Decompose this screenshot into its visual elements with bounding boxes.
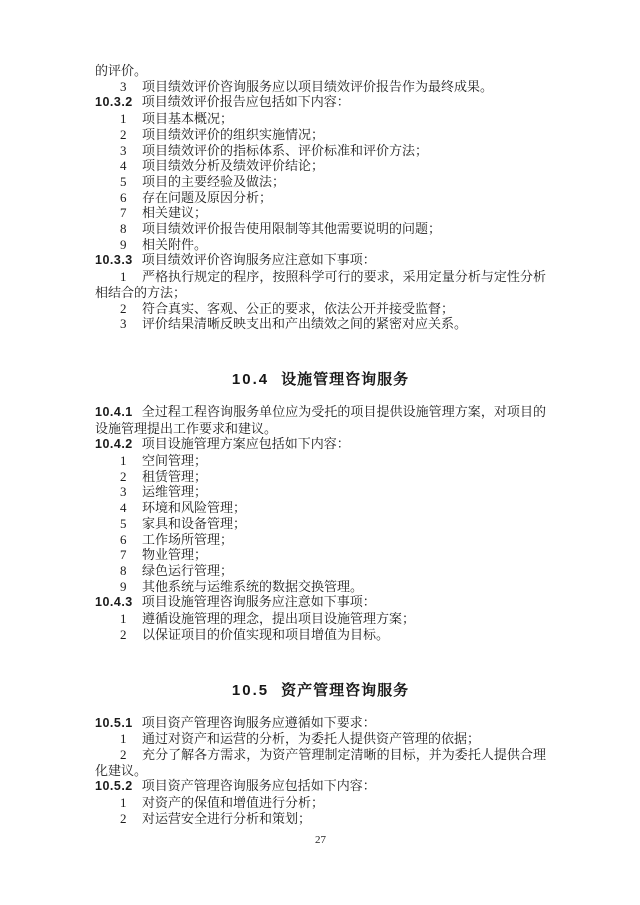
item-text: 相关附件。 bbox=[142, 236, 208, 252]
clause-text: 项目绩效评价咨询服务应注意如下事项： bbox=[141, 252, 376, 268]
list-item bbox=[95, 158, 546, 174]
item-text: 项目绩效分析及绩效评价结论； bbox=[142, 158, 325, 174]
list-item bbox=[95, 627, 546, 643]
list-item bbox=[95, 174, 546, 190]
item-number: 1 bbox=[120, 731, 127, 747]
item-text: 评价结果清晰反映支出和产出绩效之间的紧密对应关系。 bbox=[142, 316, 468, 332]
item-text: 项目绩效评价的指标体系、评价标准和评价方法； bbox=[142, 142, 429, 158]
item-number: 1 bbox=[120, 795, 127, 811]
item-text: 项目绩效评价报告使用限制等其他需要说明的问题； bbox=[142, 221, 442, 237]
item-number: 6 bbox=[120, 531, 127, 547]
item-number: 4 bbox=[120, 158, 127, 174]
clause-text: 全过程工程咨询服务单位应为受托的项目提供设施管理方案，对项目的设施管理提出工作要求和建议。 bbox=[95, 403, 546, 436]
section-title: 设施管理咨询服务 bbox=[281, 370, 410, 388]
item-number: 2 bbox=[120, 626, 127, 642]
item-text: 项目基本概况； bbox=[142, 111, 234, 127]
item-number: 2 bbox=[120, 810, 127, 826]
clause-paragraph bbox=[95, 436, 546, 453]
list-item bbox=[95, 237, 546, 253]
document-body bbox=[95, 63, 546, 826]
list-item bbox=[95, 747, 546, 778]
item-text: 租赁管理； bbox=[142, 468, 208, 484]
item-text: 环境和风险管理； bbox=[142, 500, 247, 516]
clause-number: 10.5.2 bbox=[95, 779, 133, 794]
list-item bbox=[95, 611, 546, 627]
list-item bbox=[95, 811, 546, 827]
section-title: 资产管理咨询服务 bbox=[281, 681, 410, 699]
clause-paragraph bbox=[95, 778, 546, 795]
list-item bbox=[95, 484, 546, 500]
clause-number: 10.3.3 bbox=[95, 253, 133, 268]
list-item bbox=[95, 579, 546, 595]
item-text: 家具和设备管理； bbox=[142, 515, 247, 531]
section-number: 10.5 bbox=[231, 681, 270, 699]
list-item bbox=[95, 127, 546, 143]
item-text: 遵循设施管理的理念，提出项目设施管理方案； bbox=[142, 611, 416, 627]
item-number: 5 bbox=[120, 173, 127, 189]
list-item bbox=[95, 316, 546, 332]
item-number: 6 bbox=[120, 189, 127, 205]
item-number: 1 bbox=[120, 111, 127, 127]
paragraph-continuation: 的评价。 bbox=[95, 63, 148, 78]
list-item bbox=[95, 453, 546, 469]
item-number: 2 bbox=[120, 126, 127, 142]
list-item bbox=[95, 143, 546, 159]
clause-paragraph bbox=[95, 594, 546, 611]
list-item bbox=[95, 795, 546, 811]
item-text: 严格执行规定的程序，按照科学可行的要求，采用定量分析与定性分析相结合的方法； bbox=[95, 269, 546, 300]
item-number: 2 bbox=[120, 468, 127, 484]
list-item bbox=[95, 563, 546, 579]
list-item bbox=[95, 190, 546, 206]
clause-number: 10.4.3 bbox=[95, 595, 133, 610]
item-number: 3 bbox=[120, 78, 127, 94]
clause-number: 10.5.1 bbox=[95, 715, 133, 730]
list-item bbox=[95, 221, 546, 237]
section-heading bbox=[95, 369, 546, 391]
item-number: 9 bbox=[120, 578, 127, 594]
clause-paragraph bbox=[95, 715, 546, 732]
clause-number: 10.4.2 bbox=[95, 437, 133, 452]
item-number: 7 bbox=[120, 205, 127, 221]
item-text: 项目的主要经验及做法； bbox=[142, 173, 286, 189]
item-text: 物业管理； bbox=[142, 547, 208, 563]
item-number: 1 bbox=[120, 611, 127, 627]
clause-number: 10.4.1 bbox=[95, 404, 133, 419]
section-heading bbox=[95, 680, 546, 702]
item-text: 存在问题及原因分析； bbox=[142, 189, 273, 205]
list-item bbox=[95, 532, 546, 548]
clause-number: 10.3.2 bbox=[95, 95, 133, 110]
item-number: 9 bbox=[120, 236, 127, 252]
item-text: 项目绩效评价的组织实施情况； bbox=[142, 126, 325, 142]
clause-paragraph bbox=[95, 94, 546, 111]
item-text: 充分了解各方需求，为资产管理制定清晰的目标，并为委托人提供合理化建议。 bbox=[95, 746, 546, 778]
item-text: 对运营安全进行分析和策划； bbox=[142, 810, 312, 826]
item-text: 符合真实、客观、公正的要求，依法公开并接受监督； bbox=[142, 300, 455, 316]
clause-paragraph bbox=[95, 404, 546, 436]
item-number: 8 bbox=[120, 562, 127, 578]
list-item bbox=[95, 516, 546, 532]
item-number: 1 bbox=[120, 453, 127, 469]
clause-text: 项目资产管理咨询服务应遵循如下要求： bbox=[141, 714, 376, 730]
item-number: 3 bbox=[120, 142, 127, 158]
list-item bbox=[95, 731, 546, 747]
item-number: 8 bbox=[120, 221, 127, 237]
list-item bbox=[95, 111, 546, 127]
item-text: 绿色运行管理； bbox=[142, 562, 234, 578]
list-item bbox=[95, 79, 546, 95]
item-number: 7 bbox=[120, 547, 127, 563]
item-text: 以保证项目的价值实现和项目增值为目标。 bbox=[142, 626, 390, 642]
item-number: 1 bbox=[120, 269, 127, 285]
list-item bbox=[95, 469, 546, 485]
clause-text: 项目资产管理咨询服务应包括如下内容： bbox=[141, 778, 376, 794]
item-number: 2 bbox=[120, 746, 127, 762]
item-text: 工作场所管理； bbox=[142, 531, 234, 547]
item-text: 对资产的保值和增值进行分析； bbox=[142, 795, 325, 811]
item-text: 项目绩效评价咨询服务应以项目绩效评价报告作为最终成果。 bbox=[142, 78, 494, 94]
list-item bbox=[95, 269, 546, 300]
item-number: 5 bbox=[120, 515, 127, 531]
clause-paragraph bbox=[95, 252, 546, 269]
item-text: 其他系统与运维系统的数据交换管理。 bbox=[142, 578, 364, 594]
clause-text: 项目设施管理方案应包括如下内容： bbox=[141, 436, 350, 452]
item-number: 4 bbox=[120, 500, 127, 516]
item-text: 通过对资产和运营的分析，为委托人提供资产管理的依据； bbox=[142, 731, 481, 747]
section-number: 10.4 bbox=[231, 370, 270, 388]
clause-text: 项目设施管理咨询服务应注意如下事项： bbox=[141, 594, 376, 610]
clause-text: 项目绩效评价报告应包括如下内容： bbox=[141, 94, 350, 110]
item-number: 2 bbox=[120, 300, 127, 316]
item-text: 空间管理； bbox=[142, 453, 208, 469]
page-number: 27 bbox=[315, 834, 326, 847]
item-text: 运维管理； bbox=[142, 484, 208, 500]
item-text: 相关建议； bbox=[142, 205, 208, 221]
item-number: 3 bbox=[120, 484, 127, 500]
list-item bbox=[95, 301, 546, 317]
item-number: 3 bbox=[120, 316, 127, 332]
list-item bbox=[95, 500, 546, 516]
list-item bbox=[95, 547, 546, 563]
list-item bbox=[95, 205, 546, 221]
